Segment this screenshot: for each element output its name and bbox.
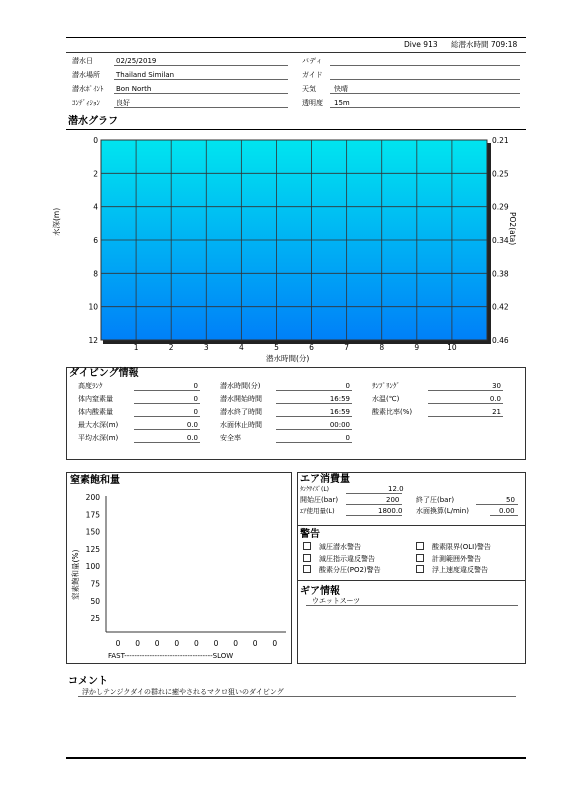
diving-field-label: 高度ﾗﾝｸ <box>78 382 103 390</box>
air-used-label: ｴｱ使用量(L) <box>300 507 335 515</box>
comment-text: 浮かしテンジクダイの群れに癒やされるマクロ狙いのダイビング <box>82 688 284 696</box>
nitrogen-tick-label: 125 <box>85 544 100 554</box>
condition-value: 良好 <box>116 99 130 107</box>
diving-field-label: 潜水開始時間 <box>220 395 262 403</box>
warning-item <box>416 565 488 575</box>
nitrogen-tick-label: 100 <box>85 562 100 572</box>
graph-x-tick-label: 2 <box>168 343 174 352</box>
diving-field-label: 体内窒素量 <box>78 395 113 403</box>
nitrogen-bar-labels <box>116 639 278 648</box>
nitrogen-bar-value: 0 <box>252 639 258 648</box>
condition-label: ｺﾝﾃﾞｨｼｮﾝ <box>72 99 100 107</box>
graph-x-tick-label: 5 <box>274 343 279 352</box>
air-used-line <box>346 515 402 516</box>
graph-left-tick-label: 12 <box>88 336 98 345</box>
diving-field-label: 水面休止時間 <box>220 421 262 429</box>
site-label: 潜水場所 <box>72 71 100 79</box>
graph-left-tick-label: 10 <box>88 302 98 312</box>
graph-y-right-label: PO2(ata) <box>508 212 517 246</box>
warning-label: 減圧指示違反警告 <box>319 554 375 563</box>
nitrogen-ticks <box>86 493 101 623</box>
air-divider <box>297 525 526 526</box>
diving-field-value: 00:00 <box>329 421 350 429</box>
diving-field-value: 16:59 <box>329 395 350 403</box>
nitrogen-y-label: 窒素飽和量(%) <box>71 549 80 600</box>
diving-field-value: 0.0 <box>186 421 198 429</box>
diving-field-label: 安全率 <box>220 434 241 442</box>
diving-field-value: 30 <box>492 382 501 390</box>
graph-title: 潜水グラフ <box>68 116 118 127</box>
warnings-title: 警告 <box>300 529 320 540</box>
warning-checkbox[interactable] <box>416 565 424 573</box>
graph-right-tick-label: 0.29 <box>492 202 509 212</box>
site-value: Thailand Similan <box>116 71 175 79</box>
warning-checkbox[interactable] <box>416 554 424 562</box>
diving-field-label: 酸素比率(%) <box>372 408 413 416</box>
warning-label: 酸素分圧(PO2)警告 <box>319 566 381 574</box>
graph-left-tick-label: 6 <box>93 236 98 245</box>
diving-field-label: 平均水深(m) <box>78 434 119 442</box>
warning-checkbox[interactable] <box>303 554 311 562</box>
warning-label: 酸素限界(OLI)警告 <box>432 543 491 551</box>
nitrogen-bar-value: 0 <box>272 639 278 648</box>
date-label: 潜水日 <box>72 57 93 65</box>
weather-label: 天気 <box>302 85 316 93</box>
diving-field-value: 0 <box>345 382 350 390</box>
surface-rate-label: 水面換算(L/min) <box>416 507 469 515</box>
date-value: 02/25/2019 <box>116 57 157 65</box>
nitrogen-bar-value: 0 <box>154 639 160 648</box>
nitrogen-bar-value: 0 <box>233 639 238 648</box>
start-pressure-value: 200 <box>386 496 400 504</box>
gear-value: ウエットスーツ <box>312 597 361 605</box>
nitrogen-bar-value: 0 <box>213 639 219 648</box>
graph-x-tick-label: 7 <box>344 343 350 352</box>
warnings-divider <box>297 580 526 581</box>
nitrogen-tick-label: 25 <box>90 614 100 624</box>
comment-title: コメント <box>68 676 108 687</box>
nitrogen-bar-value: 0 <box>115 639 121 648</box>
graph-x-tick-label: 9 <box>414 343 420 352</box>
warning-item <box>303 565 381 575</box>
graph-right-tick-label: 0.46 <box>492 336 509 345</box>
diving-field-label: ｻﾝﾌﾟﾘﾝｸﾞ <box>372 382 400 390</box>
gear-line <box>306 605 518 606</box>
warning-label: 計測範囲外警告 <box>432 554 481 563</box>
visibility-label: 透明度 <box>302 99 323 107</box>
warning-item <box>416 554 481 564</box>
diving-field-label: 体内酸素量 <box>78 408 113 416</box>
nitrogen-tick-label: 50 <box>90 596 100 606</box>
comment-line <box>78 696 516 697</box>
graph-right-tick-label: 0.34 <box>492 236 509 245</box>
nitrogen-tick-label: 175 <box>85 510 100 520</box>
air-title: エア消費量 <box>300 474 350 485</box>
bottom-rule <box>66 757 526 759</box>
graph-y-left-label: 水深(m) <box>52 207 61 236</box>
graph-left-tick-label: 8 <box>93 269 98 279</box>
graph-left-tick-label: 0 <box>93 136 98 145</box>
air-used-value: 1800.0 <box>378 507 403 515</box>
diving-field-value: 0 <box>193 382 198 390</box>
graph-x-tick-label: 1 <box>133 343 139 352</box>
warning-label: 浮上速度違反警告 <box>432 566 488 574</box>
fast-slow-label: FAST-----------------------------------SLOW <box>108 652 234 660</box>
nitrogen-bar-value: 0 <box>135 639 140 648</box>
start-pressure-line <box>346 504 402 505</box>
nitrogen-tick-label: 150 <box>85 527 100 537</box>
graph-x-tick-label: 8 <box>379 343 385 352</box>
nitrogen-tick-label: 200 <box>85 493 100 502</box>
graph-right-tick-label: 0.21 <box>492 136 509 145</box>
diving-field-value: 0.0 <box>489 395 501 403</box>
graph-right-tick-label: 0.25 <box>492 169 509 179</box>
guide-label: ガイド <box>302 71 323 79</box>
warning-checkbox[interactable] <box>416 542 424 550</box>
diving-field-label: 潜水終了時間 <box>220 408 262 416</box>
diving-field-label: 潜水時間(分) <box>220 382 261 390</box>
graph-x-label: 潜水時間(分) <box>266 354 310 363</box>
point-label: 潜水ﾎﾟｲﾝﾄ <box>72 85 104 93</box>
graph-left-tick-label: 4 <box>93 202 98 212</box>
graph-x-tick-label: 3 <box>203 343 209 352</box>
nitrogen-bar-value: 0 <box>174 639 180 648</box>
graph-right-tick-label: 0.38 <box>492 269 509 279</box>
warning-label: 減圧潜水警告 <box>319 543 361 551</box>
nitrogen-tick-label: 75 <box>90 579 100 589</box>
total-dive-time: 総潜水時間 709:18 <box>451 40 518 49</box>
surface-rate-value: 0.00 <box>499 507 515 515</box>
graph-x-tick-label: 4 <box>238 343 244 352</box>
graph-x-tick-label: 10 <box>447 343 457 352</box>
nitrogen-title: 窒素飽和量 <box>70 475 120 486</box>
tank-label: ﾀﾝｸｻｲｽﾞ(L) <box>300 486 330 493</box>
warning-checkbox[interactable] <box>303 565 311 573</box>
weather-value: 快晴 <box>334 85 348 93</box>
diving-field-value: 0.0 <box>186 434 198 442</box>
warning-checkbox[interactable] <box>303 542 311 550</box>
warning-item <box>303 554 375 564</box>
diving-field-value: 0 <box>345 434 350 442</box>
warning-item <box>416 542 491 552</box>
point-value: Bon North <box>116 85 152 93</box>
graph-x-tick-label: 6 <box>309 343 314 352</box>
diving-field-label: 水温(℃) <box>372 395 400 403</box>
diving-field-value: 16:59 <box>329 408 350 416</box>
nitrogen-bar-value: 0 <box>194 639 199 648</box>
end-pressure-line <box>476 504 518 505</box>
visibility-value: 15m <box>334 99 350 107</box>
start-pressure-label: 開始圧(bar) <box>300 496 339 504</box>
graph-right-tick-label: 0.42 <box>492 302 509 312</box>
end-pressure-value: 50 <box>506 496 515 504</box>
gear-title: ギア情報 <box>300 586 340 597</box>
surface-rate-line <box>490 515 518 516</box>
diving-field-value: 0 <box>193 408 198 416</box>
diving-field-label: 最大水深(m) <box>78 421 119 429</box>
end-pressure-label: 終了圧(bar) <box>416 496 455 504</box>
buddy-label: バディ <box>302 57 323 65</box>
dive-number: Dive 913 <box>404 40 438 49</box>
diving-info-title: ダイビング情報 <box>69 368 139 379</box>
diving-field-value: 0 <box>193 395 198 403</box>
tank-line <box>346 493 402 494</box>
warning-item <box>303 542 361 552</box>
graph-left-tick-label: 2 <box>93 169 98 179</box>
diving-field-value: 21 <box>492 408 501 416</box>
tank-value: 12.0 <box>388 485 404 493</box>
